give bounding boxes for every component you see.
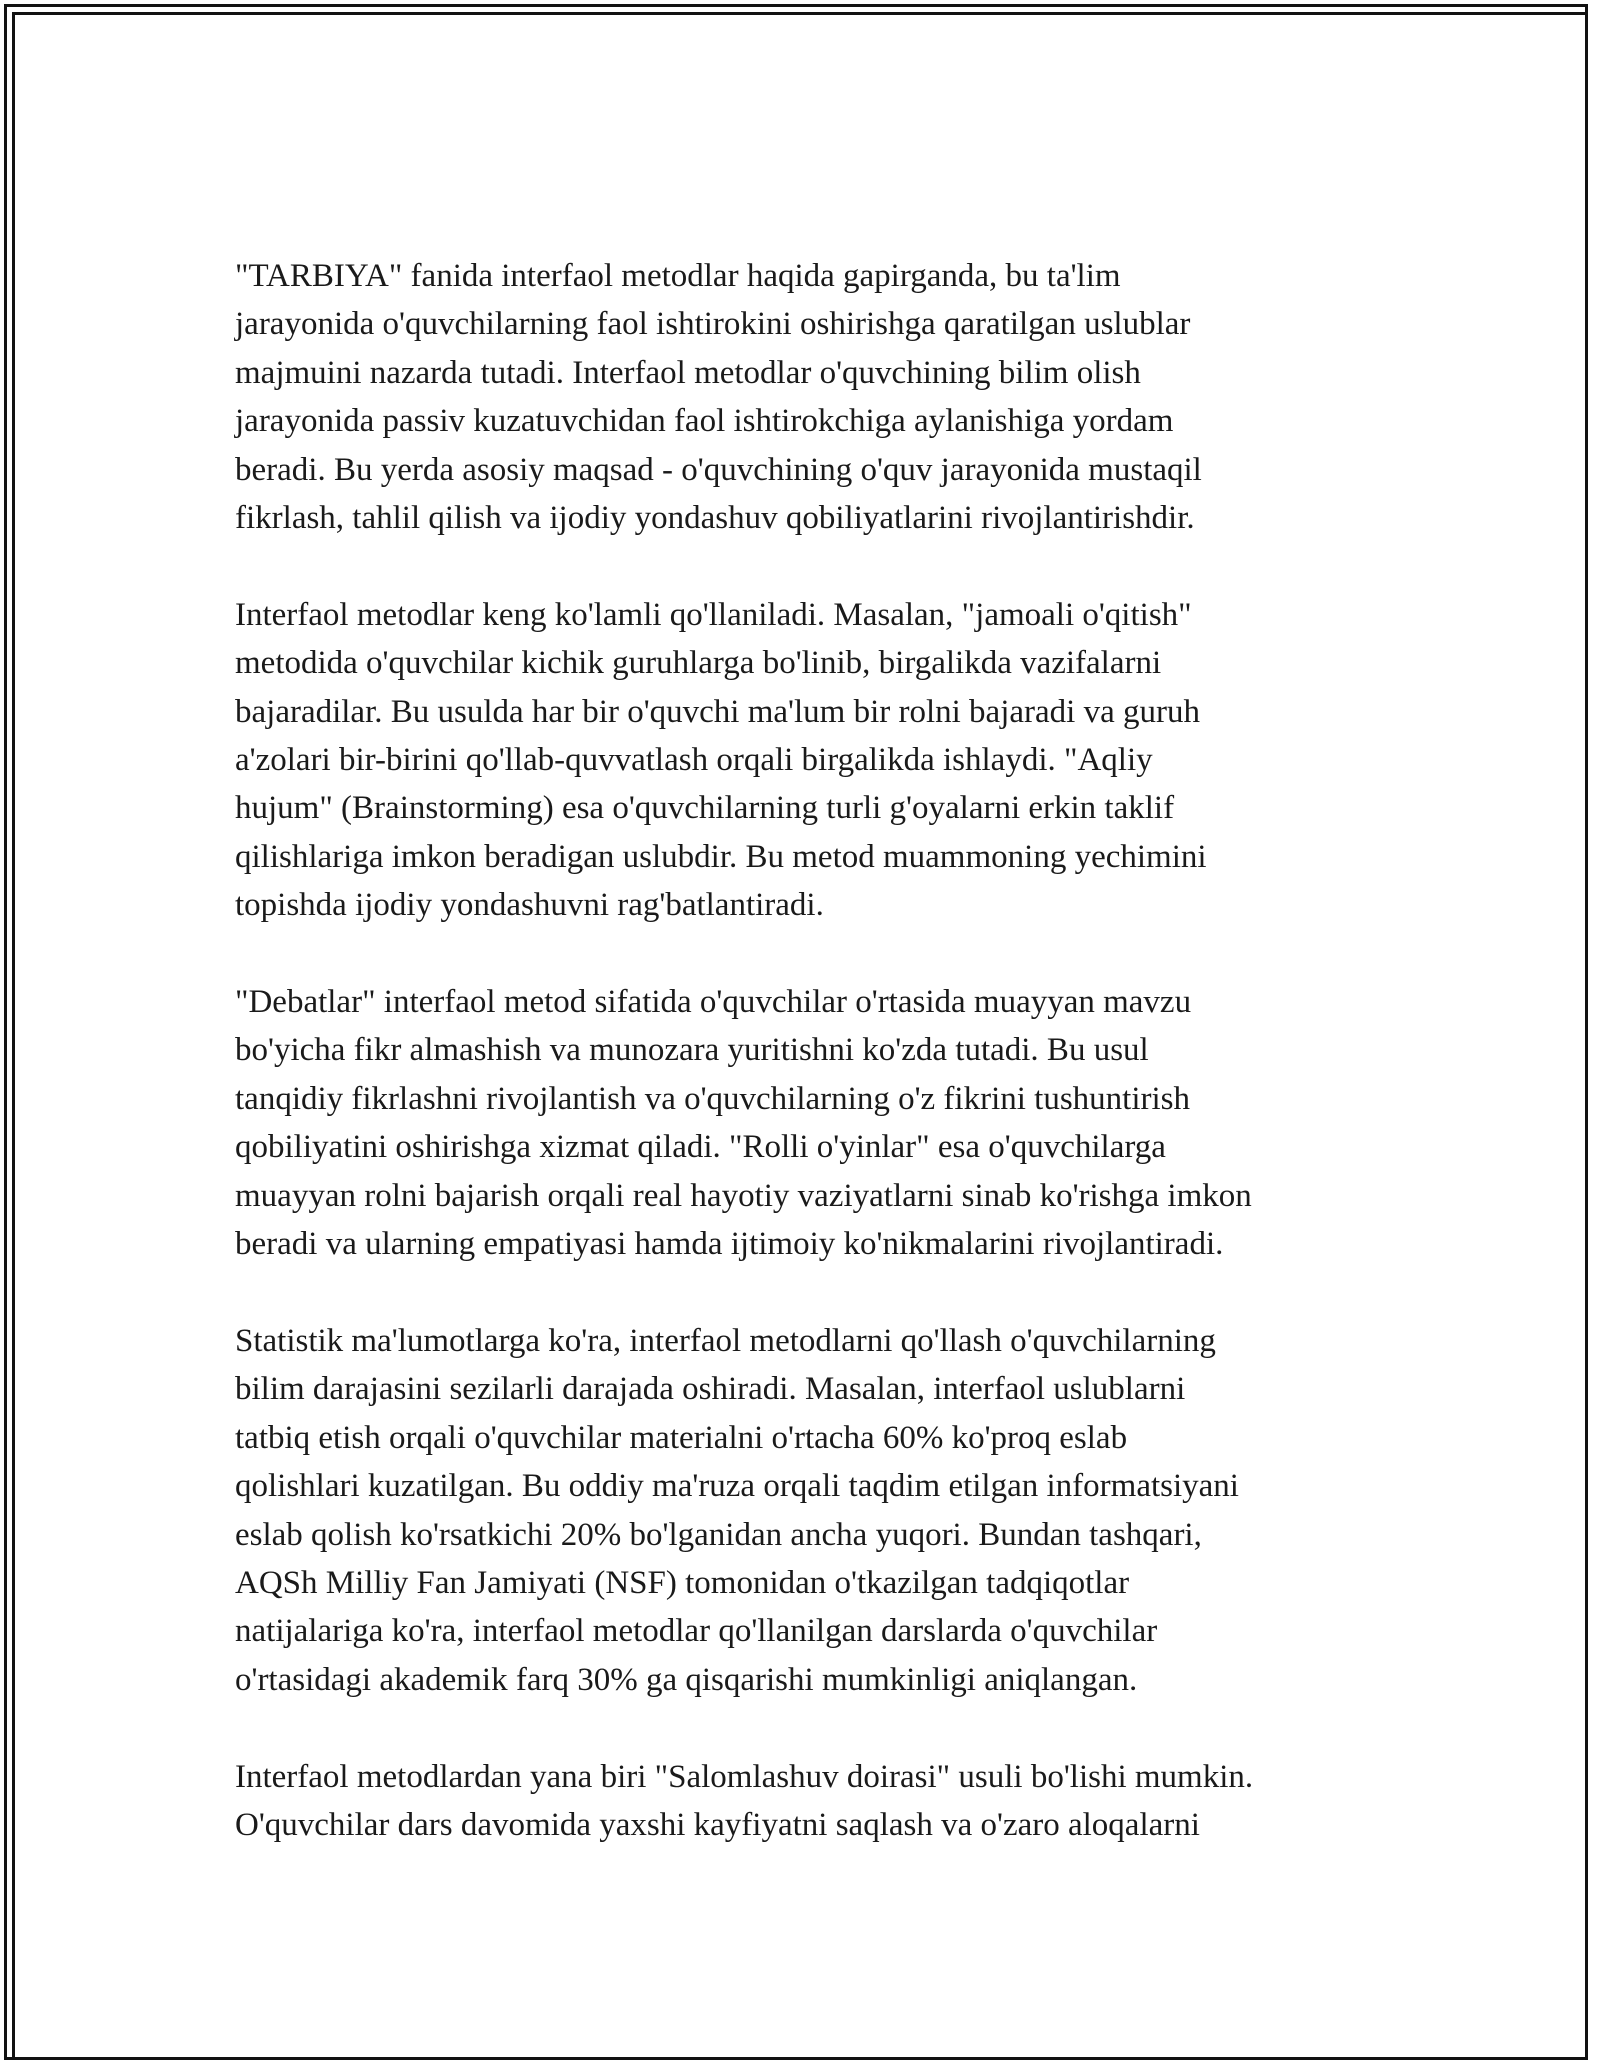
text-line: tatbiq etish orqali o'quvchilar materialni o'rtacha 60% ko'proq eslab bbox=[235, 1419, 1128, 1456]
text-line: o'rtasidagi akademik farq 30% ga qisqarishi mumkinligi aniqlangan. bbox=[235, 1661, 1138, 1698]
text-line: beradi. Bu yerda asosiy maqsad - o'quvchining o'quv jarayonida mustaqil bbox=[235, 451, 1202, 488]
paragraph-5 bbox=[235, 1753, 1375, 1850]
document-body bbox=[235, 252, 1375, 1898]
text-line: bilim darajasini sezilarli darajada oshiradi. Masalan, interfaol uslublarni bbox=[235, 1371, 1186, 1408]
paragraph-3 bbox=[235, 978, 1375, 1268]
text-line: O'quvchilar dars davomida yaxshi kayfiyatni saqlash va o'zaro aloqalarni bbox=[235, 1806, 1200, 1843]
text-line: bajaradilar. Bu usulda har bir o'quvchi ma'lum bir rolni bajaradi va guruh bbox=[235, 693, 1200, 730]
text-line: "Debatlar" interfaol metod sifatida o'quvchilar o'rtasida muayyan mavzu bbox=[235, 984, 1192, 1021]
text-line: qilishlariga imkon beradigan uslubdir. Bu metod muammoning yechimini bbox=[235, 838, 1207, 875]
text-line: metodida o'quvchilar kichik guruhlarga bo'linib, birgalikda vazifalarni bbox=[235, 645, 1162, 682]
text-line: hujum" (Brainstorming) esa o'quvchilarning turli g'oyalarni erkin taklif bbox=[235, 790, 1175, 827]
text-line: qolishlari kuzatilgan. Bu oddiy ma'ruza orqali taqdim etilgan informatsiyani bbox=[235, 1468, 1239, 1505]
text-line: fikrlash, tahlil qilish va ijodiy yondashuv qobiliyatlarini rivojlantirishdir. bbox=[235, 500, 1195, 537]
text-line: tanqidiy fikrlashni rivojlantish va o'quvchilarning o'z fikrini tushuntirish bbox=[235, 1080, 1191, 1117]
text-line: qobiliyatini oshirishga xizmat qiladi. "Rolli o'yinlar" esa o'quvchilarga bbox=[235, 1129, 1166, 1166]
text-line: jarayonida o'quvchilarning faol ishtirokini oshirishga qaratilgan uslublar bbox=[235, 306, 1191, 343]
text-line: majmuini nazarda tutadi. Interfaol metodlar o'quvchining bilim olish bbox=[235, 354, 1141, 391]
text-line: muayyan rolni bajarish orqali real hayotiy vaziyatlarni sinab ko'rishga imkon bbox=[235, 1177, 1252, 1214]
text-line: AQSh Milliy Fan Jamiyati (NSF) tomonidan o'tkazilgan tadqiqotlar bbox=[235, 1564, 1130, 1601]
text-line: jarayonida passiv kuzatuvchidan faol ishtirokchiga aylanishiga yordam bbox=[235, 403, 1174, 440]
paragraph-4 bbox=[235, 1317, 1375, 1704]
paragraph-1 bbox=[235, 252, 1375, 542]
text-line: eslab qolish ko'rsatkichi 20% bo'lganidan ancha yuqori. Bundan tashqari, bbox=[235, 1516, 1202, 1553]
text-line: topishda ijodiy yondashuvni rag'batlantiradi. bbox=[235, 887, 824, 924]
text-line: natijalariga ko'ra, interfaol metodlar qo'llanilgan darslarda o'quvchilar bbox=[235, 1613, 1158, 1650]
text-line: beradi va ularning empatiyasi hamda ijtimoiy ko'nikmalarini rivojlantiradi. bbox=[235, 1226, 1224, 1263]
text-line: a'zolari bir-birini qo'llab-quvvatlash orqali birgalikda ishlaydi. "Aqliy bbox=[235, 742, 1153, 779]
text-line: Interfaol metodlardan yana biri "Salomlashuv doirasi" usuli bo'lishi mumkin. bbox=[235, 1758, 1254, 1795]
text-line: bo'yicha fikr almashish va munozara yuritishni ko'zda tutadi. Bu usul bbox=[235, 1032, 1149, 1069]
text-line: Statistik ma'lumotlarga ko'ra, interfaol metodlarni qo'llash o'quvchilarning bbox=[235, 1322, 1216, 1359]
paragraph-2 bbox=[235, 591, 1375, 930]
text-line: Interfaol metodlar keng ko'lamli qo'llaniladi. Masalan, "jamoali o'qitish" bbox=[235, 596, 1192, 633]
text-line: "TARBIYA" fanida interfaol metodlar haqida gapirganda, bu ta'lim bbox=[235, 258, 1121, 294]
